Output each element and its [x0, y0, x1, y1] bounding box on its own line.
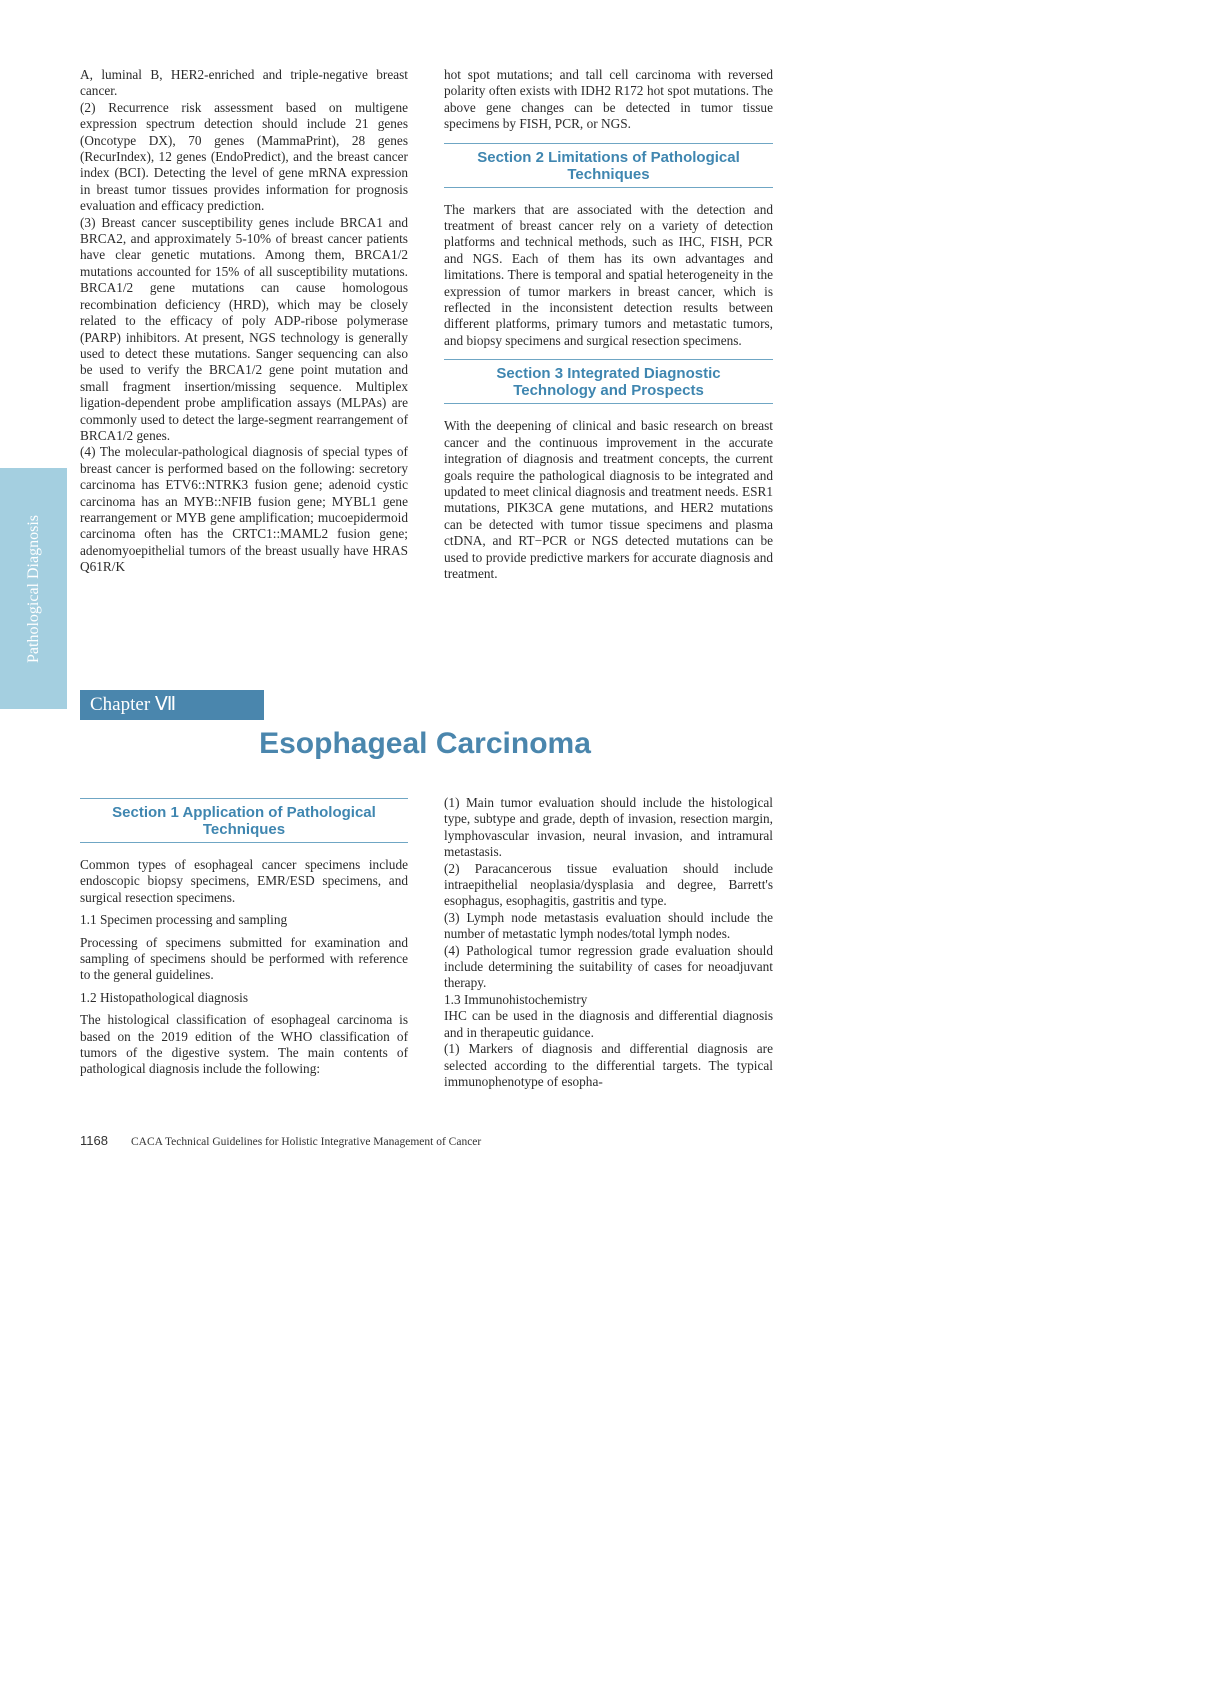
section-3-heading: Section 3 Integrated Diagnostic Technology and Prospects [444, 359, 773, 404]
paragraph: A, luminal B, HER2-enriched and triple-negative breast cancer. [80, 67, 408, 99]
list-item: (4) Pathological tumor regression grade evaluation should include determining the suitability of cases for neoadjuvant therapy. [444, 942, 773, 991]
section-1-heading: Section 1 Application of Pathological Techniques [80, 798, 408, 843]
subheading-1-1: 1.1 Specimen processing and sampling [80, 912, 288, 928]
top-left-column [80, 67, 408, 576]
list-item: (3) Lymph node metastasis evaluation should include the number of metastatic lymph nodes/total lymph nodes. [444, 909, 773, 942]
subheading-1-3: 1.3 Immunohistochemistry [444, 991, 588, 1007]
side-tab [0, 468, 67, 709]
top-right-column [444, 67, 773, 582]
paragraph: (1) Markers of diagnosis and differential diagnosis are selected according to the differential targets. The typical immunophenotype of esopha- [444, 1041, 773, 1089]
page-footer [80, 1133, 481, 1149]
side-tab-label: Pathological Diagnosis [24, 514, 42, 663]
list-item: (1) Main tumor evaluation should include the histological type, subtype and grade, depth of invasion, resection margin, lymphovascular invasion, neural invasion, and intramural metastasis. [444, 795, 773, 860]
paragraph: With the deepening of clinical and basic research on breast cancer and the continuous improvement in the accurate integration of diagnosis and treatment concepts, the current goals require the pathological diagnosis to be integrated and updated to meet clinical diagnosis and treatment needs. ESR1 mutations, PIK3CA gene mutations, and HER2 mutations can be detected with tumor tissue specimens and plasma ctDNA, and RT−PCR or NGS detected mutations can be used to provide predictive markers for accurate diagnosis and treatment. [444, 418, 773, 581]
paragraph: IHC can be used in the diagnosis and differential diagnosis and in therapeutic guidance. [444, 1008, 773, 1040]
paragraph: Processing of specimens submitted for examination and sampling of specimens should be performed with reference to the general guidelines. [80, 934, 408, 983]
chapter-label: Chapter Ⅶ [80, 690, 264, 720]
paragraph: (2) Recurrence risk assessment based on multigene expression spectrum detection should include 21 genes (Oncotype DX), 70 genes (MammaPrint), 28 genes (RecurIndex), 12 genes (EndoPredict), and the breast cancer index (BCI). Detecting the level of gene mRNA expression in breast tumor tissues provides information for prognosis evaluation and efficacy prediction. [80, 99, 408, 214]
paragraph: (4) The molecular-pathological diagnosis of special types of breast cancer is performed based on the following: secretory carcinoma has ETV6::NTRK3 fusion gene; adenoid cystic carcinoma has an MYB::NFIB fusion gene; MYBL1 gene rearrangement or MYB gene amplification; mucoepidermoid carcinoma often has the CRTC1::MAML2 fusion gene; adenomyoepithelial tumors of the breast usually have HRAS Q61R/K [80, 444, 408, 575]
book-title: CACA Technical Guidelines for Holistic Integrative Management of Cancer [130, 1136, 482, 1148]
bottom-left-column [80, 798, 408, 1078]
paragraph: (3) Breast cancer susceptibility genes include BRCA1 and BRCA2, and approximately 5-10% of breast cancer patients have clear genetic mutations. Among them, BRCA1/2 mutations accounted for 15% of all susceptibility mutations. BRCA1/2 gene mutations can cause homologous recombination deficiency (HRD), which may be closely related to the efficacy of poly ADP-ribose polymerase (PARP) inhibitors. At present, NGS technology is generally used to detect these mutations. Sanger sequencing can also be used to verify the BRCA1/2 gene point mutation and small fragment insertion/missing sequence. Multiplex ligation-dependent probe amplification assays (MLPAs) are commonly used to detect the large-segment rearrangement of BRCA1/2 genes. [80, 214, 408, 443]
section-2-heading: Section 2 Limitations of Pathological Techniques [444, 143, 773, 188]
paragraph: The histological classification of esophageal carcinoma is based on the 2019 edition of the WHO classification of tumors of the digestive system. The main contents of pathological diagnosis include the following: [80, 1012, 408, 1077]
paragraph: The markers that are associated with the detection and treatment of breast cancer rely on a variety of detection platforms and technical methods, such as IHC, FISH, PCR and NGS. Each of them has its own advantages and limitations. There is temporal and spatial heterogeneity in the expression of tumor markers in breast cancer, which is reflected in the inconsistent detection results between different platforms, primary tumors and metastatic tumors, and biopsy specimens and surgical resection specimens. [444, 201, 773, 348]
paragraph: hot spot mutations; and tall cell carcinoma with reversed polarity often exists with IDH2 R172 hot spot mutations. The above gene changes can be detected in tumor tissue specimens by FISH, PCR, or NGS. [444, 67, 773, 132]
list-item: (2) Paracancerous tissue evaluation should include intraepithelial neoplasia/dysplasia and degree, Barrett's esophagus, esophagitis, gastritis and type. [444, 860, 773, 909]
bottom-right-column [444, 795, 773, 1090]
chapter-title: Esophageal Carcinoma [259, 727, 591, 760]
page-number: 1168 [80, 1133, 108, 1148]
subheading-1-2: 1.2 Histopathological diagnosis [80, 989, 249, 1005]
paragraph: Common types of esophageal cancer specimens include endoscopic biopsy specimens, EMR/ESD specimens, and surgical resection specimens. [80, 857, 408, 905]
